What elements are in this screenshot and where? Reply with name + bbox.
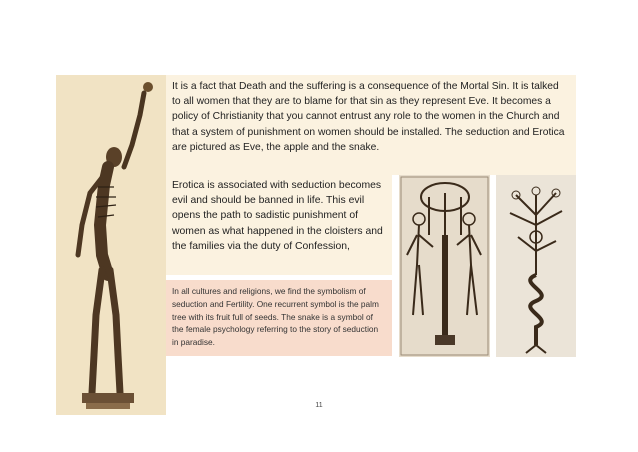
anatomical-figure-image: [56, 75, 166, 415]
page-number: 11: [315, 402, 323, 409]
main-paragraph: It is a fact that Death and the suffering is a consequence of the Mortal Sin. It is talked to all women that they are to blame for that sin as they represent Eve. It becomes a policy of Christianity that you cannot entrust any role to the women in the Church and that a system of punishment on women should be installed. The seduction and Erotica are pictured as Eve, the apple and the snake.: [166, 75, 576, 175]
secondary-paragraph: Erotica is associated with seduction becomes evil and should be banned in life. This evil opens the path to sadistic punishment of women as what happened in the cloisters and the families via the duty of Confession,: [166, 175, 392, 275]
adam-eve-tree-illustration: [399, 175, 490, 357]
symbolism-note: In all cultures and religions, we find the symbolism of seduction and Fertility. One recurrent symbol is the palm tree with its fruit full of seeds. The snake is a symbol of the female psychology referring to the story of seduction in paradise.: [166, 280, 392, 356]
snake-woman-tree-illustration: [496, 175, 576, 357]
